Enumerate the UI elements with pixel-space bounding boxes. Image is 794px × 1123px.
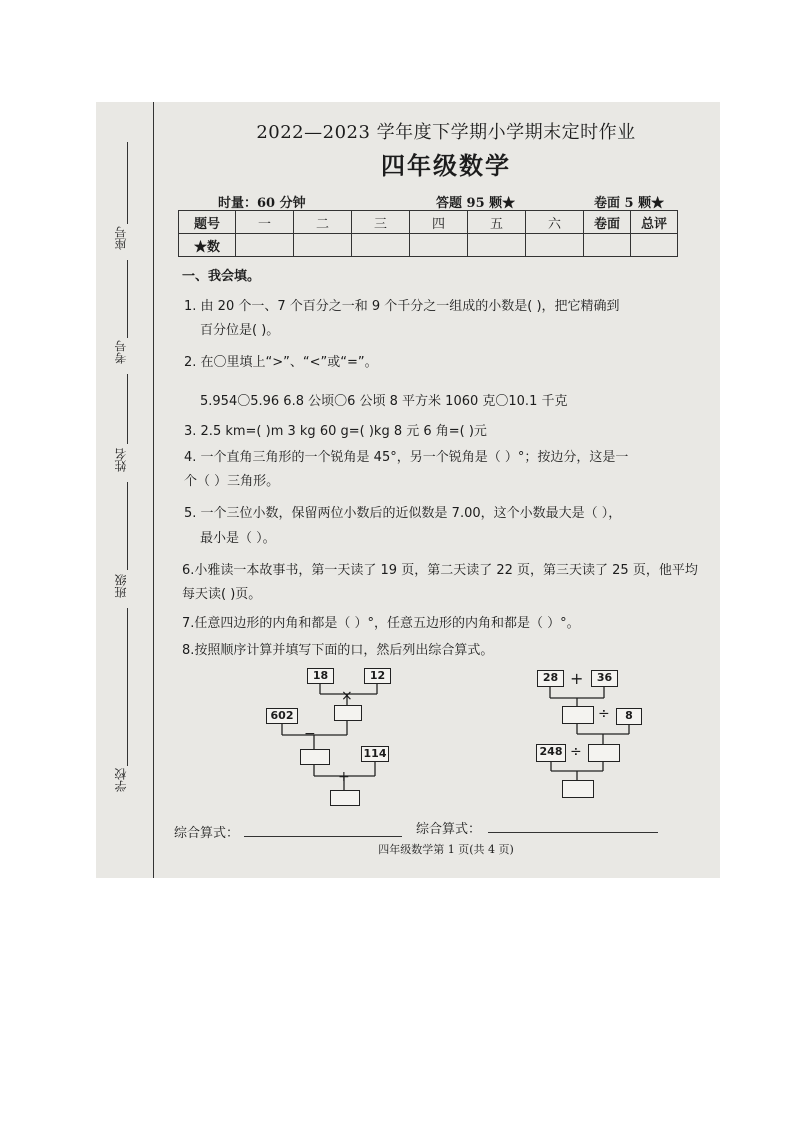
page-footer: 四年级数学第 1 页(共 4 页) xyxy=(378,843,514,856)
school-label: 学校 xyxy=(114,768,128,792)
divide-sign: ÷ xyxy=(598,706,610,722)
number-box: 8 xyxy=(616,708,642,725)
question-4-line-2: 个（ ）三角形。 xyxy=(184,474,280,489)
formula-answer-line-left[interactable] xyxy=(244,836,402,837)
table-header-cell: 五 xyxy=(468,211,526,234)
question-5-line-1: 5. 一个三位小数，保留两位小数后的近似数是 7.00，这个小数最大是（ ）， xyxy=(184,506,622,521)
multiply-sign: × xyxy=(341,688,353,704)
exam-title: 2022—2023 学年度下学期小学期末定时作业 xyxy=(256,122,636,143)
table-header-cell: 三 xyxy=(352,211,410,234)
divide-sign: ÷ xyxy=(570,744,582,760)
diagram-connectors xyxy=(96,102,720,878)
neat-stars: 卷面 5 颗★ xyxy=(594,196,665,211)
answer-box[interactable] xyxy=(330,790,360,806)
row-label: ★数 xyxy=(179,234,236,257)
plus-sign: + xyxy=(338,769,350,785)
question-1-line-1: 1. 由 20 个一、7 个百分之一和 9 个千分之一组成的小数是( )，把它精确到 xyxy=(184,299,620,314)
answer-box[interactable] xyxy=(334,705,362,721)
table-header-cell: 四 xyxy=(410,211,468,234)
table-header-cell: 一 xyxy=(236,211,294,234)
number-box: 114 xyxy=(361,746,389,762)
time-limit: 时量：60 分钟 xyxy=(218,196,306,211)
table-header-cell: 六 xyxy=(526,211,584,234)
question-2-line-2: 5.954〇5.96 6.8 公顷〇6 公顷 8 平方米 1060 克〇10.1 千克 xyxy=(200,394,568,409)
formula-label-right: 综合算式： xyxy=(416,822,482,837)
number-box: 602 xyxy=(266,708,298,724)
class-label: 班级 xyxy=(114,574,128,598)
name-label: 姓名 xyxy=(114,448,128,472)
number-box: 28 xyxy=(537,670,564,687)
number-box: 248 xyxy=(536,744,566,762)
table-header-cell: 二 xyxy=(294,211,352,234)
question-7: 7.任意四边形的内角和都是（ ）°，任意五边形的内角和都是（ ）°。 xyxy=(182,616,580,631)
question-6-line-1: 6.小雅读一本故事书，第一天读了 19 页，第二天读了 22 页，第三天读了 25 页，他平均 xyxy=(182,563,698,578)
question-8: 8.按照顺序计算并填写下面的口，然后列出综合算式。 xyxy=(182,643,494,658)
formula-label-left: 综合算式： xyxy=(174,826,240,841)
answer-box[interactable] xyxy=(588,744,620,762)
question-6-line-2: 每天读( )页。 xyxy=(182,587,262,602)
exam-no-label: 考号 xyxy=(114,340,128,364)
answer-box[interactable] xyxy=(300,749,330,765)
answer-stars: 答题 95 颗★ xyxy=(436,196,516,211)
question-2-line-1: 2. 在〇里填上“>”、“<”或“=”。 xyxy=(184,355,378,370)
question-4-line-1: 4. 一个直角三角形的一个锐角是 45°，另一个锐角是（ ）°；按边分，这是一 xyxy=(184,450,629,465)
minus-sign: − xyxy=(304,726,316,742)
plus-sign: + xyxy=(570,669,584,688)
number-box: 12 xyxy=(364,668,391,684)
number-box: 18 xyxy=(307,668,334,684)
answer-box[interactable] xyxy=(562,780,594,798)
table-header-cell: 题号 xyxy=(179,211,236,234)
seat-label: 座号 xyxy=(114,226,128,250)
answer-box[interactable] xyxy=(562,706,594,724)
exam-paper xyxy=(96,102,720,878)
question-5-line-2: 最小是（ ）。 xyxy=(200,531,276,546)
section-heading: 一、我会填。 xyxy=(182,269,261,284)
question-3: 3. 2.5 km=( )m 3 kg 60 g=( )kg 8 元 6 角=( )元 xyxy=(184,424,487,439)
table-header-cell: 卷面 xyxy=(584,211,631,234)
table-header-cell: 总评 xyxy=(631,211,678,234)
question-1-line-2: 百分位是( )。 xyxy=(200,323,280,338)
formula-answer-line-right[interactable] xyxy=(488,832,658,833)
subject-title: 四年级数学 xyxy=(381,152,511,180)
number-box: 36 xyxy=(591,670,618,687)
